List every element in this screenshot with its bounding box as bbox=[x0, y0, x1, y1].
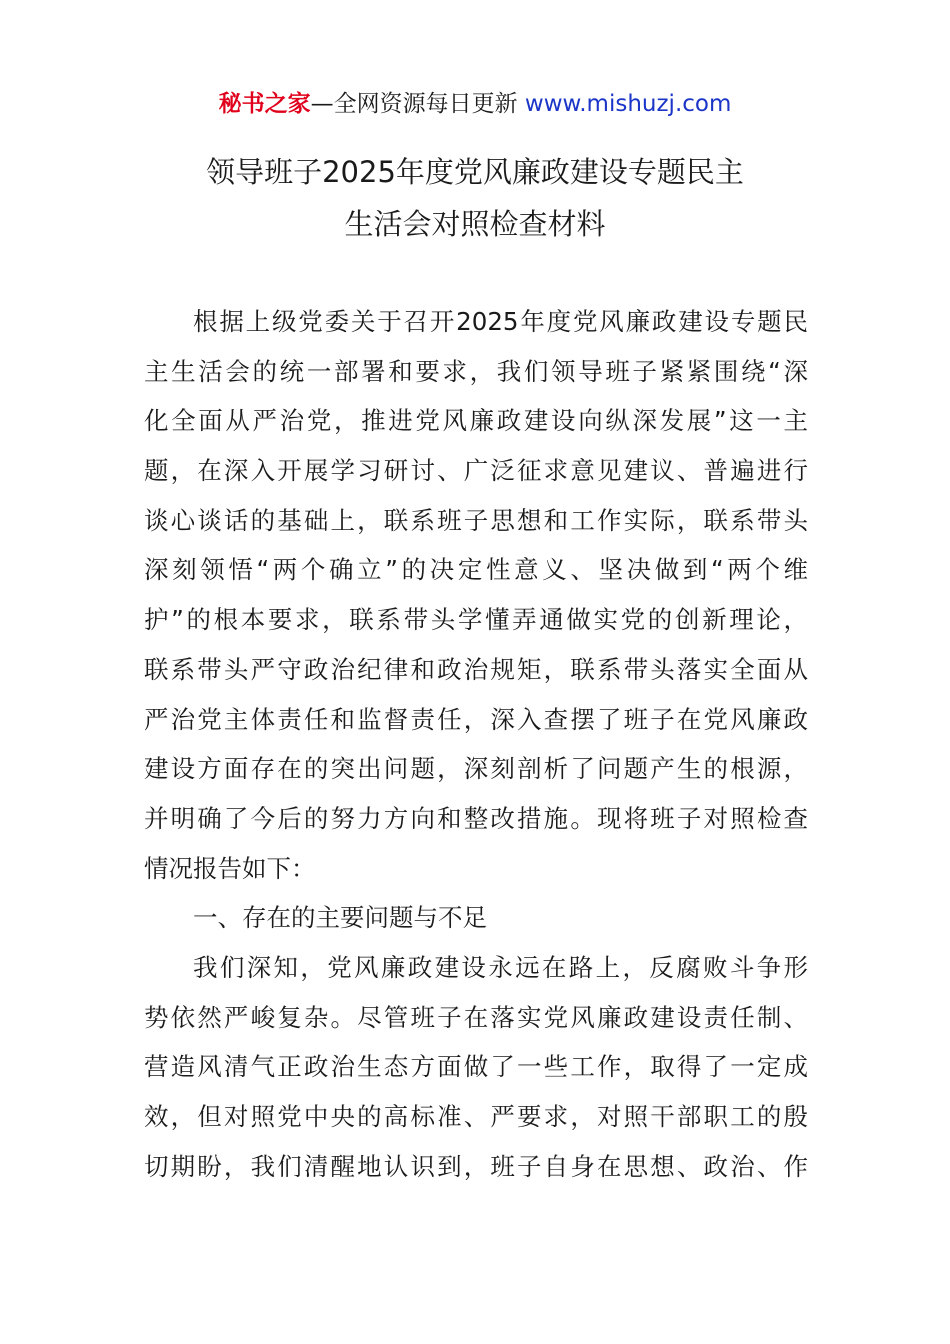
body-line: 根据上级党委关于召开2025年度党风廉政建设专题民 bbox=[193, 307, 808, 336]
site-header bbox=[0, 86, 950, 122]
body-line: 势依然严峻复杂。尽管班子在落实党风廉政建设责任制、 bbox=[144, 1002, 808, 1032]
section-heading: 一、存在的主要问题与不足 bbox=[193, 903, 487, 933]
site-tagline: —全网资源每日更新 bbox=[310, 91, 525, 117]
title-line-2: 生活会对照检查材料 bbox=[344, 207, 606, 241]
body-line: 护”的根本要求，联系带头学懂弄通做实党的创新理论， bbox=[144, 605, 808, 635]
body-line: 主生活会的统一部署和要求，我们领导班子紧紧围绕“深 bbox=[144, 356, 808, 386]
body-line: 深刻领悟“两个确立”的决定性意义、坚决做到“两个维 bbox=[144, 555, 808, 585]
title-line-1: 领导班子2025年度党风廉政建设专题民主 bbox=[206, 155, 744, 189]
document-body bbox=[144, 297, 808, 1191]
body-line: 化全面从严治党，推进党风廉政建设向纵深发展”这一主 bbox=[144, 406, 808, 436]
document-title bbox=[0, 146, 950, 250]
body-line: 情况报告如下： bbox=[144, 853, 316, 883]
body-line: 效，但对照党中央的高标准、严要求，对照干部职工的殷 bbox=[144, 1102, 808, 1131]
body-line: 建设方面存在的突出问题，深刻剖析了问题产生的根源， bbox=[144, 754, 808, 784]
body-line: 营造风清气正政治生态方面做了一些工作，取得了一定成 bbox=[144, 1052, 808, 1082]
body-line: 并明确了今后的努力方向和整改措施。现将班子对照检查 bbox=[144, 803, 808, 833]
body-line: 切期盼，我们清醒地认识到，班子自身在思想、政治、作 bbox=[144, 1151, 808, 1181]
body-line: 题，在深入开展学习研讨、广泛征求意见建议、普遍进行 bbox=[144, 456, 808, 486]
body-line: 严治党主体责任和监督责任，深入查摆了班子在党风廉政 bbox=[144, 704, 808, 734]
body-line: 谈心谈话的基础上，联系班子思想和工作实际，联系带头 bbox=[144, 505, 808, 535]
site-brand: 秘书之家 bbox=[218, 91, 311, 117]
body-line: 联系带头严守政治纪律和政治规矩，联系带头落实全面从 bbox=[144, 654, 808, 684]
site-url-link[interactable]: www.mishuzj.com bbox=[524, 91, 732, 117]
body-line: 我们深知，党风廉政建设永远在路上，反腐败斗争形 bbox=[193, 952, 808, 982]
